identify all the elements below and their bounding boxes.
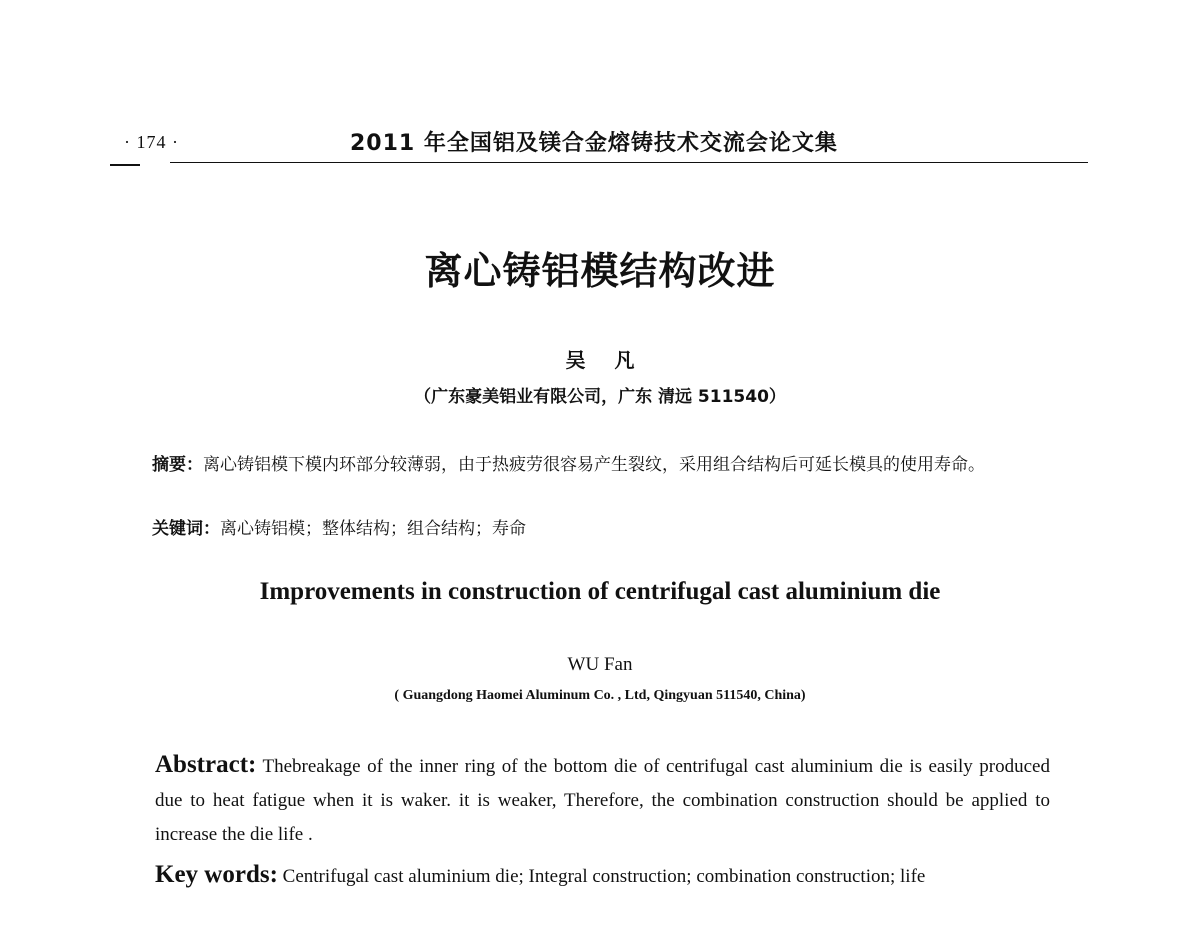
keywords-chinese-label: 关键词： bbox=[152, 519, 220, 539]
affiliation-chinese: （广东豪美铝业有限公司，广东 清远 511540） bbox=[414, 387, 786, 407]
keywords-english-label: Key words: bbox=[155, 861, 278, 888]
running-header bbox=[110, 118, 1088, 164]
keywords-english bbox=[155, 858, 1050, 894]
header-rule bbox=[170, 162, 1088, 163]
author-english: WU Fan bbox=[567, 654, 633, 675]
abstract-chinese bbox=[152, 450, 1052, 480]
page-number: · 174 · bbox=[124, 132, 179, 152]
abstract-chinese-text: 离心铸铝模下模内环部分较薄弱，由于热疲劳很容易产生裂纹，采用组合结构后可延长模具的使用寿命。 bbox=[203, 455, 985, 475]
abstract-english-text: Thebreakage of the inner ring of the bottom die of centrifugal cast aluminium die is easily produced due to heat fatigue when it is waker. it is weaker, Therefore, the combination construction should be applied to increase the die life . bbox=[155, 756, 1050, 845]
paper-title-english: Improvements in construction of centrifugal cast aluminium die bbox=[259, 578, 941, 605]
keywords-chinese-text: 离心铸铝模；整体结构；组合结构；寿命 bbox=[220, 519, 526, 539]
abstract-chinese-label: 摘要： bbox=[152, 455, 203, 475]
keywords-english-text: Centrifugal cast aluminium die; Integral construction; combination construction; life bbox=[282, 866, 926, 887]
journal-title: 2011 年全国铝及镁合金熔铸技术交流会论文集 bbox=[350, 131, 838, 156]
affiliation-english: ( Guangdong Haomei Aluminum Co. , Ltd, Qingyuan 511540, China) bbox=[394, 688, 806, 703]
keywords-chinese bbox=[152, 514, 1052, 544]
abstract-english bbox=[155, 748, 1050, 852]
paper-title-chinese: 离心铸铝模结构改进 bbox=[424, 248, 776, 293]
header-rule-accent bbox=[110, 164, 140, 166]
author-chinese: 吴 凡 bbox=[565, 348, 635, 372]
abstract-english-label: Abstract: bbox=[155, 751, 257, 778]
